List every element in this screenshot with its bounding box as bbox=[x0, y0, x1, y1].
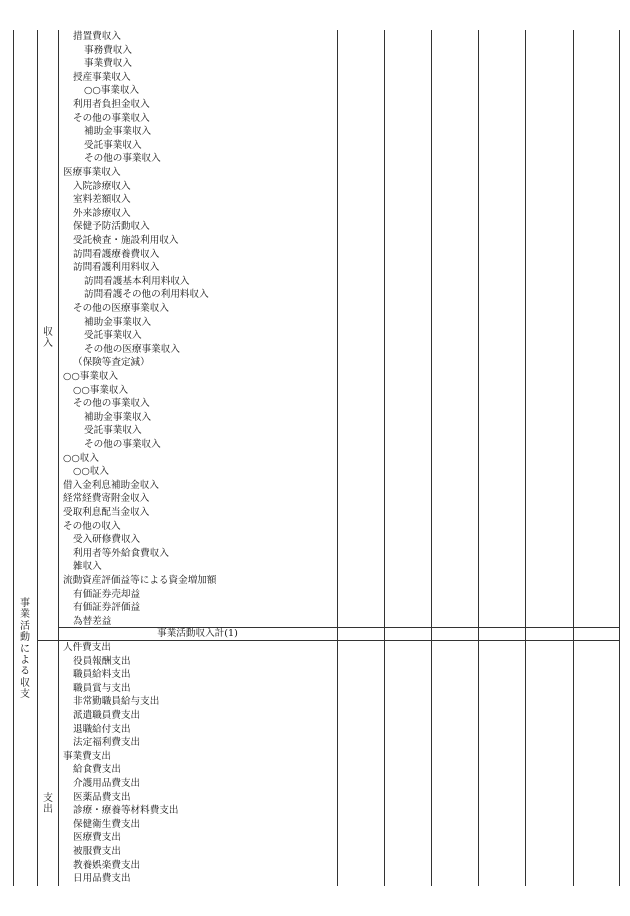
expense-item-row: 派遣職員費支出 bbox=[73, 710, 141, 721]
income-item-row: 雑収入 bbox=[73, 561, 102, 573]
income-item-row: 補助金事業収入 bbox=[84, 411, 152, 423]
income-item-row: 医療事業収入 bbox=[63, 167, 121, 178]
income-item-row: その他の医療事業収入 bbox=[84, 343, 180, 355]
income-item-row: 訪問看護利用料収入 bbox=[73, 262, 160, 274]
income-item-row: その他の事業収入 bbox=[73, 112, 150, 124]
vertical-label-char: る bbox=[20, 666, 30, 678]
income-item-row: 借入金利息補助金収入 bbox=[63, 479, 159, 491]
expense-item-row: 職員給料支出 bbox=[73, 669, 131, 681]
vertical-label-char: 活 bbox=[20, 620, 30, 632]
income-item-row: ○○事業収入 bbox=[63, 371, 119, 382]
income-item-row: その他の医療事業収入 bbox=[73, 303, 169, 314]
total-row-bottom-border bbox=[37, 640, 620, 641]
expense-label bbox=[42, 793, 54, 816]
income-item-row: 有価証券売却益 bbox=[73, 588, 141, 600]
vertical-label-char: 出 bbox=[43, 804, 53, 816]
income-item-row: 経常経費寄附金収入 bbox=[63, 493, 150, 505]
grid-line bbox=[478, 30, 479, 886]
income-item-row: 利用者負担金収入 bbox=[73, 99, 150, 110]
income-item-row: 事業費収入 bbox=[84, 58, 132, 70]
income-item-row: 入院診療収入 bbox=[73, 180, 131, 192]
income-item-row: 訪問看護基本利用料収入 bbox=[84, 275, 190, 287]
grid-line bbox=[525, 30, 526, 886]
income-label bbox=[42, 327, 54, 350]
vertical-label-char: 業 bbox=[20, 609, 30, 621]
grid-line bbox=[58, 30, 59, 886]
grid-line bbox=[337, 30, 338, 886]
income-item-row: 受託検査・施設利用収入 bbox=[73, 235, 179, 246]
income-item-row: 受託事業収入 bbox=[84, 330, 142, 342]
expense-item-row: 人件費支出 bbox=[63, 642, 111, 653]
income-item-row: ○○収入 bbox=[63, 452, 99, 464]
expense-item-row: 診療・療養等材料費支出 bbox=[73, 805, 179, 817]
expense-item-row: 事業費支出 bbox=[63, 750, 111, 762]
income-item-row: その他の事業収入 bbox=[73, 398, 150, 410]
income-item-row: 外来診療収入 bbox=[73, 207, 131, 219]
grid-line bbox=[431, 30, 432, 886]
income-item-row: 措置費収入 bbox=[73, 31, 121, 42]
income-item-row: 受取利息配当金収入 bbox=[63, 507, 150, 518]
income-item-row: 保健予防活動収入 bbox=[73, 221, 150, 233]
expense-item-row: 医薬品費支出 bbox=[73, 791, 131, 803]
income-item-row: ○○収入 bbox=[73, 466, 109, 478]
income-item-row: その他の収入 bbox=[63, 520, 121, 532]
income-item-row: 受託事業収入 bbox=[84, 425, 142, 437]
expense-item-row: 職員賞与支出 bbox=[73, 682, 131, 694]
income-item-row: 訪問看護療養費収入 bbox=[73, 248, 160, 260]
grid-line bbox=[619, 30, 620, 886]
grid-line bbox=[384, 30, 385, 886]
expense-item-row: 役員報酬支出 bbox=[73, 655, 131, 667]
income-total-label: 事業活動収入計(1) bbox=[157, 628, 238, 639]
income-item-row: 受入研修費収入 bbox=[73, 534, 141, 546]
grid-line bbox=[573, 30, 574, 886]
income-item-row: ○○事業収入 bbox=[73, 384, 129, 396]
expense-item-row: 退職給付支出 bbox=[73, 723, 131, 735]
expense-item-row: 日用品費支出 bbox=[73, 873, 131, 885]
income-item-row: 室料差額収入 bbox=[73, 194, 131, 206]
income-item-row: 事務費収入 bbox=[84, 44, 132, 56]
income-item-row: 為替差益 bbox=[73, 615, 112, 627]
income-item-row: 補助金事業収入 bbox=[84, 316, 152, 328]
income-item-row: その他の事業収入 bbox=[84, 153, 161, 165]
vertical-label-char: 事 bbox=[20, 598, 30, 609]
grid-line bbox=[37, 30, 38, 886]
vertical-label-char: 入 bbox=[43, 338, 53, 350]
income-item-row: ○○事業収入 bbox=[84, 85, 140, 97]
vertical-label-char: 支 bbox=[43, 793, 53, 804]
expense-item-row: 教養娯楽費支出 bbox=[73, 859, 141, 871]
income-item-row: 受託事業収入 bbox=[84, 139, 142, 151]
income-item-row: その他の事業収入 bbox=[84, 439, 161, 450]
income-item-row: 利用者等外給食費収入 bbox=[73, 547, 169, 559]
vertical-label-char: に bbox=[20, 643, 30, 655]
expense-item-row: 非常勤職員給与支出 bbox=[73, 696, 160, 708]
expense-item-row: 医療費支出 bbox=[73, 832, 121, 844]
vertical-label-char: 支 bbox=[20, 689, 30, 701]
income-item-row: （保険等査定減） bbox=[73, 357, 150, 369]
expense-item-row: 保健衛生費支出 bbox=[73, 818, 141, 830]
expense-item-row: 法定福利費支出 bbox=[73, 737, 141, 749]
income-item-row: 流動資産評価益等による資金増加額 bbox=[63, 575, 217, 586]
income-item-row: 有価証券評価益 bbox=[73, 602, 141, 614]
grid-line bbox=[13, 30, 14, 886]
vertical-label-char: 動 bbox=[20, 632, 30, 644]
expense-item-row: 介護用品費支出 bbox=[73, 778, 141, 789]
section-label-operating-cash-flow bbox=[19, 598, 31, 701]
expense-item-row: 被服費支出 bbox=[73, 846, 121, 857]
vertical-label-char: よ bbox=[20, 655, 30, 667]
income-item-row: 補助金事業収入 bbox=[84, 126, 152, 138]
income-item-row: 訪問看護その他の利用料収入 bbox=[84, 289, 209, 301]
vertical-label-char: 収 bbox=[43, 327, 53, 338]
expense-item-row: 給食費支出 bbox=[73, 764, 121, 776]
income-item-row: 授産事業収入 bbox=[73, 71, 131, 83]
vertical-label-char: 収 bbox=[20, 677, 30, 689]
